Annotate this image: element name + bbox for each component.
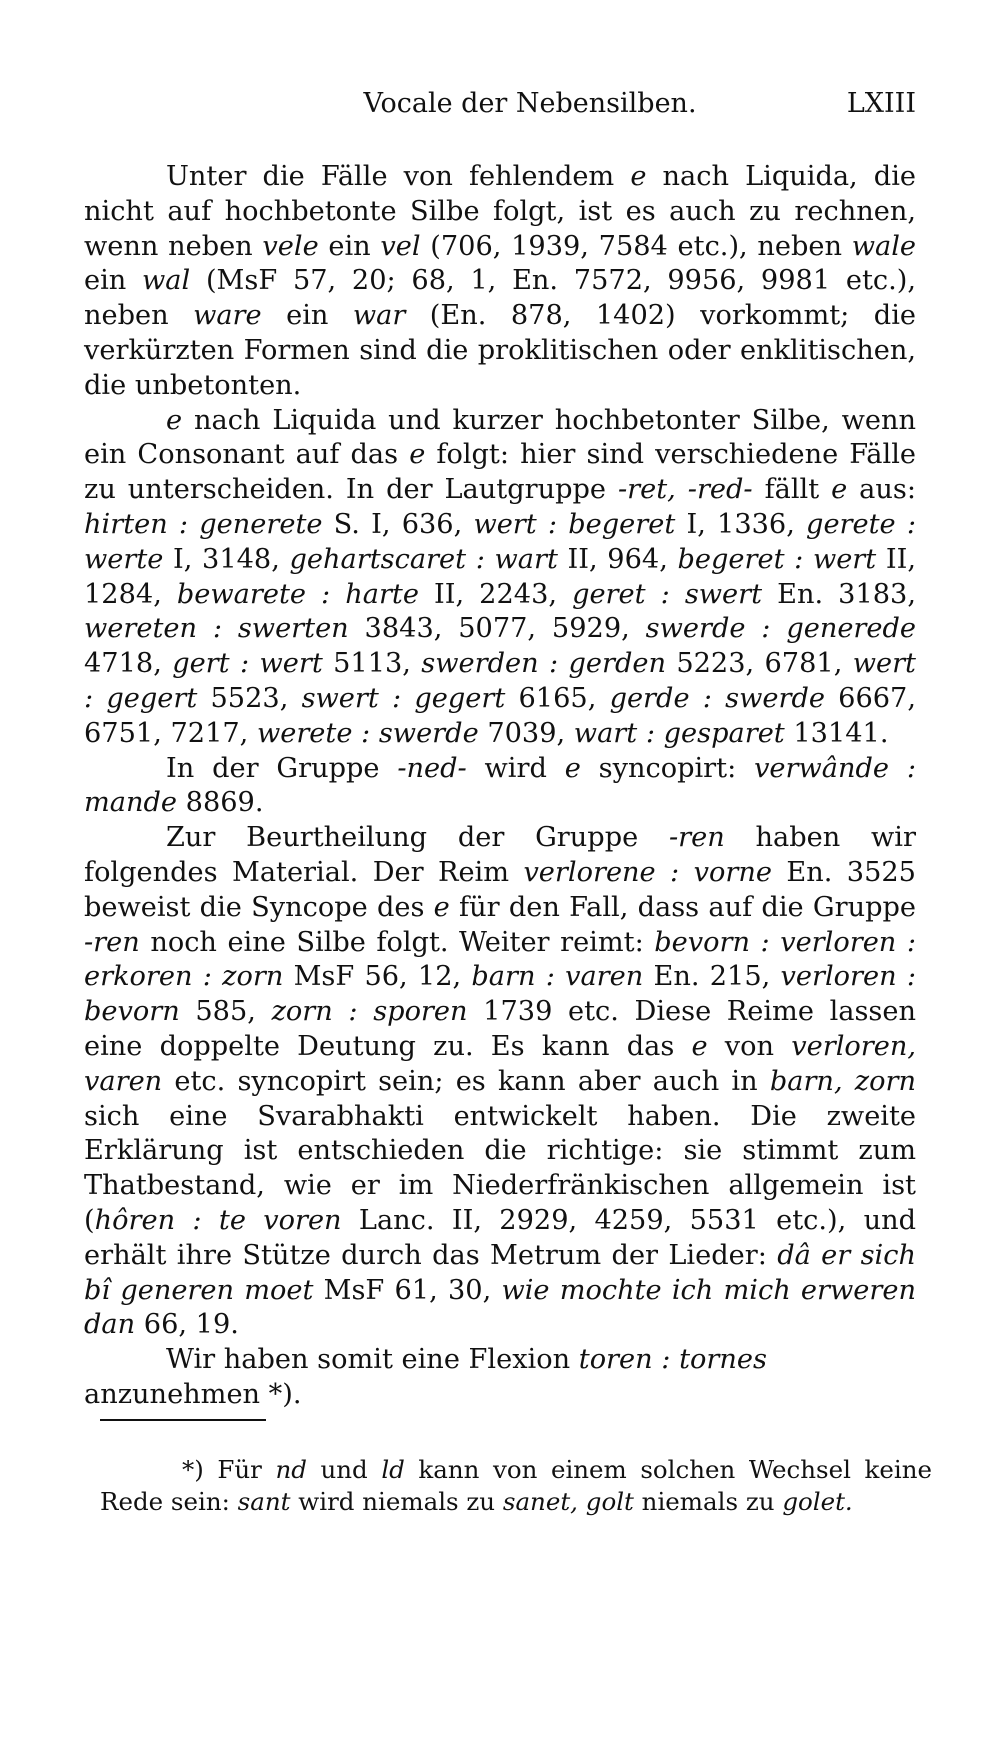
- italic-term: ware: [193, 300, 262, 332]
- text-run: aus:: [847, 474, 916, 506]
- italic-term: golet.: [782, 1487, 853, 1516]
- text-run: Zur Beurtheilung der Gruppe: [166, 822, 669, 854]
- text-run: 5523,: [197, 682, 302, 714]
- italic-term: vele: [262, 230, 319, 262]
- italic-term: bewarete : harte: [176, 578, 419, 610]
- text-run: 5113,: [322, 648, 422, 680]
- text-run: (MsF 57, 20; 68, 1, En. 7572, 9956, 9981 etc.), neben: [84, 265, 916, 332]
- text-run: 6165,: [505, 682, 610, 714]
- italic-term: gerde : swerde: [609, 682, 825, 714]
- italic-term: begeret : wert: [677, 543, 877, 575]
- text-run: I, 3148,: [163, 543, 290, 575]
- paragraph: [84, 160, 916, 404]
- italic-term: -ren: [668, 822, 725, 854]
- italic-term: wereten : swerten: [84, 613, 349, 645]
- text-run: Wir haben somit eine Flexion: [166, 1344, 579, 1376]
- italic-term: wie mochte ich mich erweren dan: [84, 1274, 916, 1341]
- text-run: 8869.: [177, 787, 264, 819]
- text-run: MsF 61, 30,: [313, 1274, 502, 1306]
- text-run: kann von einem solchen Wechsel keine Rede sein:: [100, 1455, 932, 1516]
- italic-term: swerde : generede: [645, 613, 916, 645]
- italic-term: wert : begeret: [473, 508, 676, 540]
- text-run: nach Liquida, die nicht auf hochbetonte Silbe folgt, ist es auch zu rechnen, wenn neben: [84, 161, 916, 262]
- paragraph: [84, 752, 916, 822]
- text-run: von: [707, 1030, 792, 1062]
- text-run: 13141.: [784, 717, 889, 749]
- italic-term: swert : gegert: [301, 682, 506, 714]
- italic-term: hirten : generete: [84, 508, 323, 540]
- text-run: [578, 1487, 586, 1516]
- text-run: 6667, 6751, 7217,: [84, 682, 916, 749]
- italic-term: -ren: [84, 926, 140, 958]
- text-run: wird: [466, 752, 565, 784]
- text-run: anzunehmen *).: [84, 1378, 302, 1410]
- italic-term: e: [409, 439, 426, 471]
- italic-term: barn : varen: [471, 961, 644, 993]
- text-run: En. 3183,: [762, 578, 916, 610]
- text-run: MsF 56, 12,: [283, 961, 472, 993]
- italic-term: gerete : werte: [84, 508, 916, 575]
- paragraph: [84, 1343, 916, 1413]
- text-run: 5223, 6781,: [665, 648, 853, 680]
- text-run: syncopirt:: [580, 752, 755, 784]
- footnote-rule: [100, 1419, 266, 1421]
- text-run: 3843, 5077, 5929,: [348, 613, 646, 645]
- italic-term: verloren, varen: [84, 1030, 916, 1097]
- text-run: niemals zu: [633, 1487, 783, 1516]
- italic-term: golt: [585, 1487, 634, 1516]
- text-run: haben wir folgendes Material. Der Reim: [84, 822, 916, 888]
- page-number: LXIII: [846, 88, 916, 119]
- text-run: S. I, 636,: [322, 508, 474, 540]
- italic-term: gehartscaret : wart: [289, 543, 558, 575]
- running-title: Vocale der Nebensilben.: [363, 88, 697, 119]
- text-run: sich eine Svarabhakti entwickelt haben. Die zweite Erklärung ist entschieden die richtige: sie stimmt zum Thatbestand, wie er im Niederfränkischen allgemein ist (: [84, 1100, 916, 1236]
- text-run: noch eine Silbe folgt. Weiter reimt:: [139, 926, 655, 958]
- text-run: II, 2243,: [418, 578, 573, 610]
- italic-term: dâ er sich bî generen moet: [84, 1239, 916, 1306]
- italic-term: barn, zorn: [769, 1065, 916, 1097]
- italic-term: wale: [851, 230, 916, 262]
- italic-term: -ret, -red-: [617, 474, 753, 506]
- main-text: [84, 160, 916, 1413]
- italic-term: e: [564, 752, 581, 784]
- text-run: En. 215,: [643, 961, 781, 993]
- text-run: 7039,: [478, 717, 574, 749]
- text-run: En. 3525 beweist die Syncope des: [84, 856, 916, 923]
- italic-term: wert : gegert: [84, 648, 916, 714]
- italic-term: wart : gesparet: [573, 717, 785, 749]
- italic-term: werete : swerde: [256, 717, 479, 749]
- italic-term: e: [433, 891, 450, 923]
- text-run: wird niemals zu: [290, 1487, 503, 1516]
- italic-term: sant: [237, 1487, 291, 1516]
- italic-term: verwânde : mande: [84, 752, 916, 819]
- text-run: *) Für: [182, 1455, 276, 1484]
- text-run: und: [306, 1455, 382, 1484]
- text-run: folgt: hier sind verschiedene Fälle zu unterscheiden. In der Lautgruppe: [84, 439, 916, 506]
- running-head: [84, 88, 916, 128]
- text-run: ein: [84, 265, 143, 297]
- italic-term: wal: [142, 265, 191, 297]
- italic-term: e: [630, 161, 647, 192]
- italic-term: e: [166, 404, 183, 436]
- text-run: 66, 19.: [135, 1309, 239, 1341]
- text-run: In der Gruppe: [166, 752, 398, 784]
- paragraph: [84, 404, 916, 752]
- paragraph: [84, 821, 916, 1343]
- italic-term: vel: [380, 230, 421, 262]
- italic-term: zorn : sporen: [271, 996, 468, 1028]
- italic-term: gert : wert: [172, 648, 323, 680]
- text-run: ein: [318, 230, 381, 262]
- text-run: ein: [261, 300, 353, 332]
- text-run: I, 1336,: [675, 508, 807, 540]
- italic-term: toren : tornes: [578, 1344, 767, 1376]
- italic-term: nd: [275, 1455, 307, 1484]
- text-run: II, 1284,: [84, 543, 916, 610]
- text-run: etc. syncopirt sein; es kann aber auch in: [162, 1065, 770, 1097]
- italic-term: verlorene : vorne: [523, 856, 772, 888]
- text-run: Lanc. II, 2929, 4259, 5531 etc.), und erhält ihre Stütze durch das Metrum der Lieder:: [84, 1204, 916, 1271]
- italic-term: swerden : gerden: [421, 648, 666, 680]
- text-run: II, 964,: [557, 543, 678, 575]
- footnote: [100, 1454, 932, 1518]
- italic-term: -ned-: [397, 752, 467, 784]
- text-run: nach Liquida und kurzer hochbetonter Silbe, wenn ein Consonant auf das: [84, 404, 916, 471]
- text-run: fällt: [752, 474, 832, 506]
- italic-term: e: [691, 1030, 708, 1062]
- text-run: 1739 etc. Diese Reime lassen eine doppelte Deutung zu. Es kann das: [84, 996, 916, 1062]
- text-run: für den Fall, dass auf die Gruppe: [449, 891, 916, 923]
- italic-term: bevorn : verloren : erkoren : zorn: [84, 926, 916, 993]
- italic-term: e: [831, 474, 848, 506]
- italic-term: sanet,: [502, 1487, 578, 1516]
- italic-term: war: [352, 300, 406, 332]
- italic-term: geret : swert: [572, 578, 763, 610]
- text-run: (En. 878, 1402) vorkommt; die verkürzten Formen sind die proklitischen oder enklitischen, die unbetonten.: [84, 300, 916, 401]
- text-run: 4718,: [84, 648, 173, 680]
- italic-term: ld: [381, 1455, 405, 1484]
- italic-term: hôren : te voren: [94, 1204, 342, 1236]
- text-run: 585,: [179, 996, 272, 1028]
- text-run: Unter die Fälle von fehlendem: [166, 161, 631, 192]
- italic-term: verloren : bevorn: [84, 961, 916, 1028]
- text-run: (706, 1939, 7584 etc.), neben: [420, 230, 852, 262]
